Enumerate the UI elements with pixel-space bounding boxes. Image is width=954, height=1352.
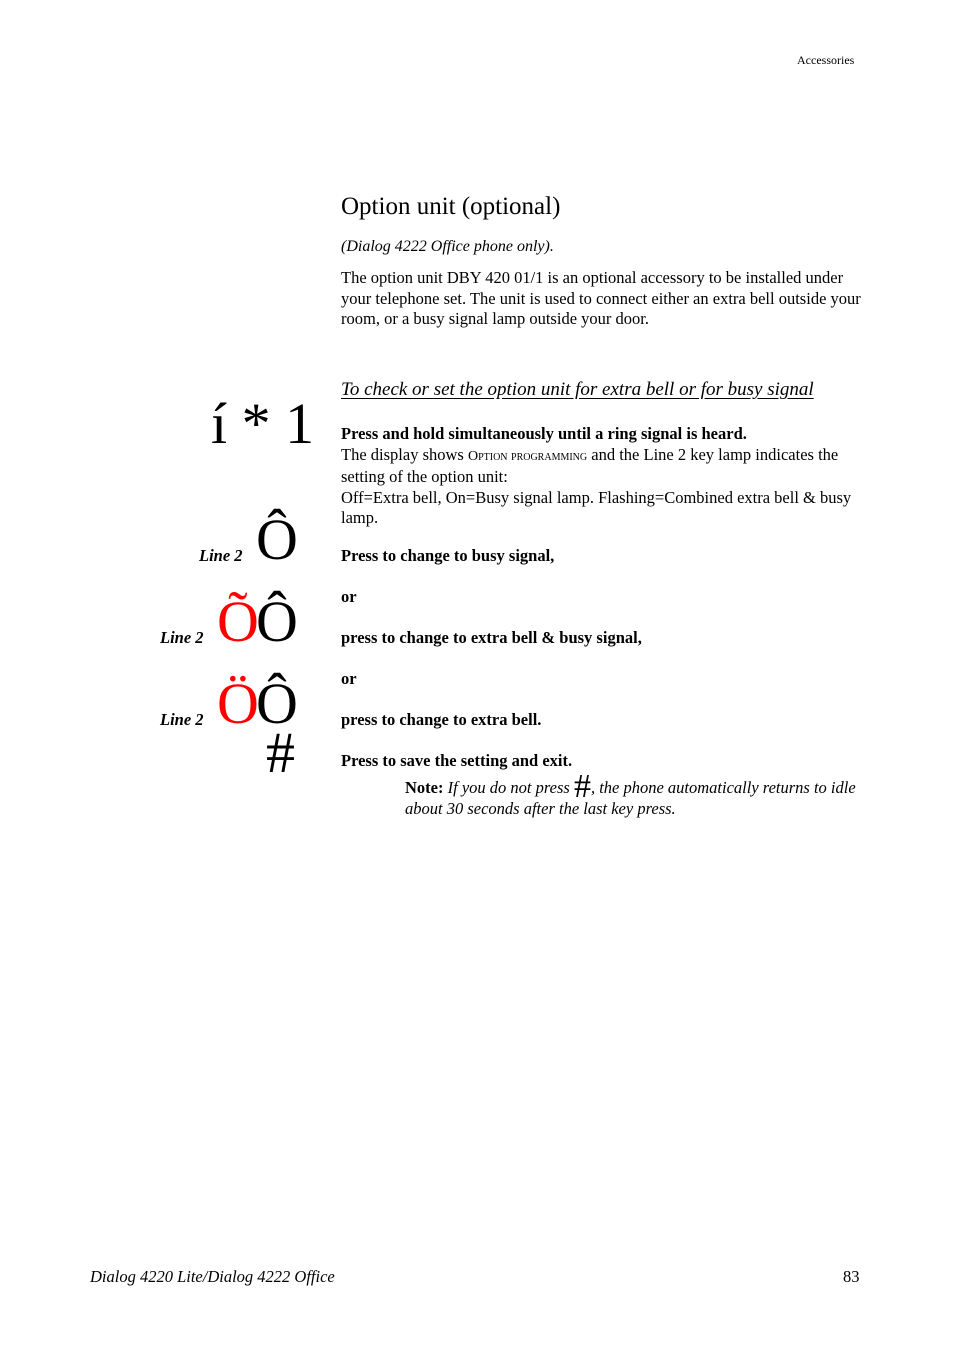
hash-key-icon: # — [266, 720, 295, 785]
line-2-label-b: Line 2 — [160, 628, 204, 647]
note — [405, 768, 870, 819]
note-text-a: If you do not press — [443, 778, 574, 797]
key-combo-symbol: í * 1 — [211, 391, 315, 456]
step-1-text-a: The display shows — [341, 444, 468, 464]
display-text: Option programming — [467, 448, 588, 464]
step-4: press to change to extra bell. — [341, 710, 542, 729]
note-text-b: , the phone automatically returns to idle about 30 seconds after the last key press. — [405, 778, 856, 818]
step-3: press to change to extra bell & busy signal, — [341, 628, 642, 647]
note-label: Note: — [405, 778, 444, 797]
line-2-key-icon-c: Ô — [256, 671, 298, 736]
flashing-lamp-icon: Õ — [217, 589, 259, 654]
task-heading: To check or set the option unit for extra bell or for busy signal — [341, 379, 814, 400]
section-description: The option unit DBY 420 01/1 is an optional accessory to be installed under your telephone set. The unit is used to connect either an extra bell outside your room, or a busy signal lamp outside your door. — [341, 268, 861, 328]
note-hash-icon: # — [573, 768, 591, 805]
step-1 — [341, 424, 866, 529]
line-2-label-a: Line 2 — [199, 546, 243, 565]
page-number: 83 — [843, 1267, 860, 1286]
step-1-text-b: and the Line 2 key lamp indicates the setting of the option unit: — [341, 444, 839, 486]
step-1-text-c: Off=Extra bell, On=Busy signal lamp. Flashing=Combined extra bell & busy lamp. — [341, 487, 852, 527]
running-header: Accessories — [797, 53, 855, 67]
step-1-bold: Press and hold simultaneously until a ring signal is heard. — [341, 424, 747, 443]
section-subtitle: (Dialog 4222 Office phone only). — [341, 238, 554, 255]
or-2: or — [341, 669, 357, 688]
step-2: Press to change to busy signal, — [341, 546, 555, 565]
step-5: Press to save the setting and exit. — [341, 751, 573, 770]
line-2-label-c: Line 2 — [160, 710, 204, 729]
section-title: Option unit (optional) — [341, 193, 561, 220]
line-2-key-icon: Ô — [256, 507, 298, 572]
lamp-on-icon: Ö — [217, 671, 259, 736]
or-1: or — [341, 587, 357, 606]
line-2-key-icon-b: Ô — [256, 589, 298, 654]
footer-doc-title: Dialog 4220 Lite/Dialog 4222 Office — [90, 1267, 335, 1286]
